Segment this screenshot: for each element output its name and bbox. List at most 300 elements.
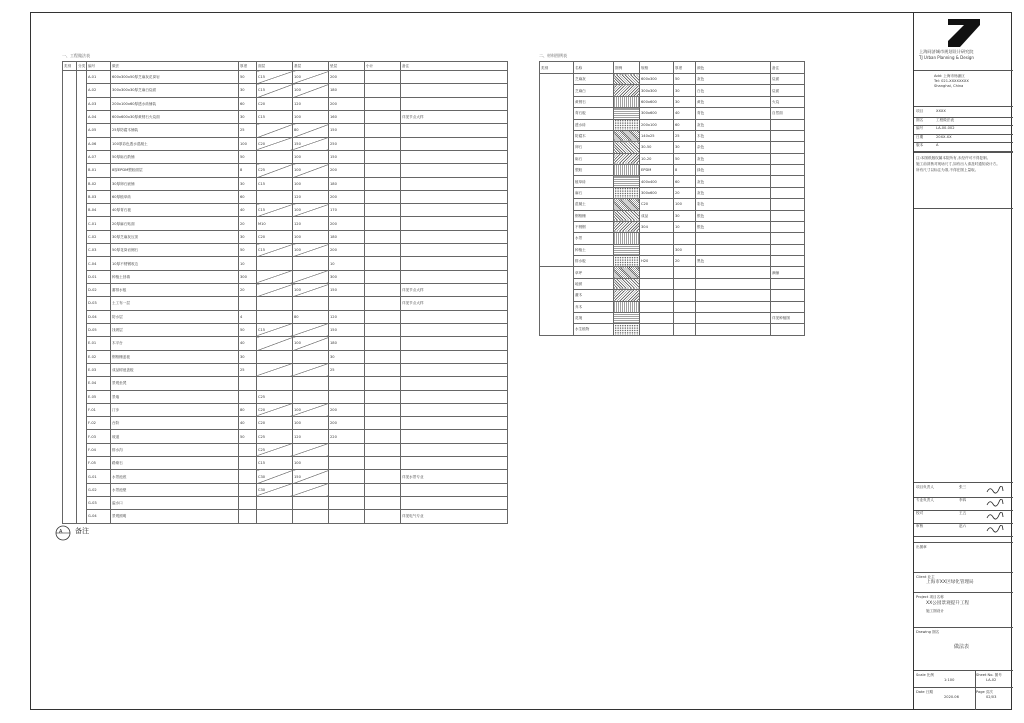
ct-d2: 100	[293, 164, 329, 177]
ct-d1	[257, 270, 293, 283]
lg-thk	[674, 278, 696, 289]
project-name: XX公园景观提升工程	[926, 601, 970, 606]
legend-swatch-icon	[614, 267, 640, 278]
lg-thk	[674, 301, 696, 312]
ct-d1: C25	[257, 430, 293, 443]
table-row	[540, 142, 805, 153]
tb-field-value: 20XX.XX	[936, 134, 952, 139]
lg-note	[771, 301, 805, 312]
ct-desc: 坡道	[111, 430, 239, 443]
signature-name: 李四	[959, 498, 967, 502]
ct-code: A-02	[87, 84, 111, 97]
ct-code: F-01	[87, 403, 111, 416]
ct-note	[401, 150, 508, 163]
ct-d3: 300	[329, 270, 365, 283]
table-row	[63, 204, 508, 217]
lg-name: 混凝土	[574, 199, 614, 210]
ct-d2: 150	[293, 137, 329, 150]
lg-thk: 30	[674, 85, 696, 96]
ct-desc: 600x600x30厚黄锈石火烧面	[111, 110, 239, 123]
tb-field-label: 日期	[916, 134, 924, 139]
ct-d2: 100	[293, 110, 329, 123]
ct-d1: C20	[257, 403, 293, 416]
lg-spec	[640, 267, 674, 278]
table-row	[63, 390, 508, 403]
drawing-label: Drawing 图名	[916, 630, 940, 634]
ct-d3	[329, 390, 365, 403]
table-row	[540, 301, 805, 312]
ct-note	[401, 430, 508, 443]
ct-d3: 200	[329, 417, 365, 430]
ct-thk: 50	[239, 150, 257, 163]
ct-desc: 25厚防腐木铺装	[111, 124, 239, 137]
ct-subcategory-cell	[77, 71, 87, 524]
ct-d2: 80	[293, 310, 329, 323]
ct-d3	[329, 443, 365, 456]
ct-d2: 100	[293, 71, 329, 84]
lg-header: 备注	[771, 62, 805, 74]
lg-name: 水景	[574, 233, 614, 244]
lg-color: 灰色	[696, 187, 771, 198]
ct-d3: 150	[329, 124, 365, 137]
note-mark-text: 备注	[75, 527, 89, 535]
table-row	[63, 457, 508, 470]
ct-d1: C15	[257, 323, 293, 336]
ct-thk: 80	[239, 403, 257, 416]
ct-d2: 100	[293, 177, 329, 190]
ct-d3: 200	[329, 244, 365, 257]
legend-swatch-icon	[614, 210, 640, 221]
address-line-2: Tel: 021-XXXXXXXX	[934, 79, 969, 83]
ct-desc: 50厚花岗岩侧石	[111, 244, 239, 257]
tb-field-label: 编号	[916, 126, 924, 130]
ct-desc: 40厚青石板	[111, 204, 239, 217]
lg-thk: 8	[674, 165, 696, 176]
lg-header: 规格	[640, 62, 674, 74]
lg-color: 银色	[696, 221, 771, 232]
table-row	[63, 110, 508, 123]
lg-note	[771, 210, 805, 221]
lg-color	[696, 290, 771, 301]
ct-note	[401, 390, 508, 403]
ct-desc: 成品树池盖板	[111, 363, 239, 376]
ct-thk: 40	[239, 337, 257, 350]
lg-category-cell	[540, 267, 574, 335]
lg-header: 厚度	[674, 62, 696, 74]
ct-d3: 170	[329, 204, 365, 217]
signature-role: 项目负责人	[916, 485, 934, 489]
ct-note	[401, 377, 508, 390]
note-mark	[55, 522, 105, 548]
lg-thk: 60	[674, 119, 696, 130]
ct-d2	[293, 497, 329, 510]
lg-note	[771, 290, 805, 301]
ct-code: G-04	[87, 510, 111, 523]
table-row	[540, 233, 805, 244]
ct-thk	[239, 443, 257, 456]
ct-code: D-01	[87, 270, 111, 283]
lg-color: 木色	[696, 130, 771, 141]
company-logo-icon	[948, 19, 980, 47]
ct-header: 做法	[111, 62, 239, 71]
lg-thk	[674, 267, 696, 278]
ct-thk: 25	[239, 124, 257, 137]
table-row	[63, 323, 508, 336]
ct-d2: 120	[293, 430, 329, 443]
ct-thk	[239, 390, 257, 403]
ct-desc: 台阶	[111, 417, 239, 430]
lg-thk: 100	[674, 199, 696, 210]
ct-d2	[293, 297, 329, 310]
legend-swatch-icon	[614, 199, 640, 210]
ct-thk: 40	[239, 204, 257, 217]
lg-note	[771, 165, 805, 176]
ct-code: G-02	[87, 483, 111, 496]
lg-note: 满铺	[771, 267, 805, 278]
ct-code: F-03	[87, 430, 111, 443]
ct-d1	[257, 363, 293, 376]
table-row	[540, 290, 805, 301]
lg-color: 白色	[696, 85, 771, 96]
legend-swatch-icon	[614, 278, 640, 289]
signature-scribble-icon	[986, 512, 1004, 520]
ct-code: G-01	[87, 470, 111, 483]
ct-note: 详见电气专业	[401, 510, 508, 523]
company-name-cn: 上海同济城市规划设计研究院	[919, 49, 974, 54]
signature-name: 王五	[959, 511, 967, 515]
table-row	[63, 230, 508, 243]
ct-d2: 100	[293, 417, 329, 430]
ct-code: F-04	[87, 443, 111, 456]
signature-scribble-icon	[986, 499, 1004, 507]
lg-spec: C20	[640, 199, 674, 210]
ct-subtotal	[365, 71, 401, 84]
ct-d3: 180	[329, 177, 365, 190]
ct-desc: 木平台	[111, 337, 239, 350]
lg-name: 青石板	[574, 108, 614, 119]
lg-color: 银色	[696, 210, 771, 221]
legend-swatch-icon	[614, 221, 640, 232]
ct-d3	[329, 483, 365, 496]
ct-d2: 120	[293, 217, 329, 230]
lg-header: 名称	[574, 62, 614, 74]
lg-color	[696, 312, 771, 323]
ct-note	[401, 417, 508, 430]
ct-code: B-04	[87, 204, 111, 217]
ct-d1	[257, 310, 293, 323]
ct-d2: 120	[293, 190, 329, 203]
ct-thk: 60	[239, 97, 257, 110]
lg-name: 透水砖	[574, 119, 614, 130]
ct-subtotal	[365, 284, 401, 297]
ct-d1: C15	[257, 71, 293, 84]
lg-spec	[640, 244, 674, 255]
lg-name: 砾石	[574, 153, 614, 164]
ct-thk: 50	[239, 430, 257, 443]
lg-name: 乔木	[574, 301, 614, 312]
ct-thk	[239, 377, 257, 390]
ct-subtotal	[365, 510, 401, 523]
lg-note	[771, 233, 805, 244]
ct-desc: 溢水口	[111, 497, 239, 510]
lg-name: 防腐木	[574, 130, 614, 141]
ct-d1: C15	[257, 110, 293, 123]
legend-swatch-icon	[614, 85, 640, 96]
lg-spec: 304	[640, 221, 674, 232]
ct-d1: C25	[257, 164, 293, 177]
ct-d2: 100	[293, 204, 329, 217]
ct-code: C-03	[87, 244, 111, 257]
ct-subtotal	[365, 470, 401, 483]
lg-thk: 20	[674, 256, 696, 267]
table-row	[540, 187, 805, 198]
tb-field-label: 项目	[916, 109, 924, 113]
ct-d2	[293, 377, 329, 390]
table-row	[63, 510, 508, 523]
ct-subtotal	[365, 363, 401, 376]
ct-d1	[257, 190, 293, 203]
ct-header: 编号	[87, 62, 111, 71]
ct-note	[401, 363, 508, 376]
lg-note	[771, 176, 805, 187]
lg-spec	[640, 312, 674, 323]
lg-color: 黄色	[696, 96, 771, 107]
ct-d3	[329, 457, 365, 470]
ct-subtotal	[365, 377, 401, 390]
ct-subtotal	[365, 177, 401, 190]
sheet-value: LA-02	[986, 678, 997, 682]
lg-color: 灰色	[696, 74, 771, 85]
ct-code: C-02	[87, 230, 111, 243]
ct-subtotal	[365, 230, 401, 243]
lg-spec	[640, 301, 674, 312]
ct-note	[401, 230, 508, 243]
ct-thk: 10	[239, 257, 257, 270]
ct-subtotal	[365, 204, 401, 217]
lg-name: 草坪	[574, 267, 614, 278]
tb-field-value: LA-00-002	[936, 126, 955, 130]
signature-role: 专业负责人	[916, 498, 934, 502]
lg-thk: 300	[674, 244, 696, 255]
ct-d2	[293, 483, 329, 496]
ct-thk	[239, 497, 257, 510]
lg-spec: 600x300	[640, 74, 674, 85]
ct-d3: 180	[329, 230, 365, 243]
ct-d1: C15	[257, 244, 293, 257]
ct-thk: 4	[239, 310, 257, 323]
ct-subtotal	[365, 417, 401, 430]
lg-color	[696, 278, 771, 289]
ct-subtotal	[365, 297, 401, 310]
ct-subtotal	[365, 137, 401, 150]
ct-code: E-04	[87, 377, 111, 390]
ct-d1: C20	[257, 417, 293, 430]
ct-note	[401, 483, 508, 496]
drawing-name: 做法表	[954, 644, 970, 650]
ct-note	[401, 244, 508, 257]
lg-spec: EPDM	[640, 165, 674, 176]
ct-thk: 100	[239, 137, 257, 150]
ct-code: G-03	[87, 497, 111, 510]
ct-note	[401, 323, 508, 336]
ct-code: F-05	[87, 457, 111, 470]
ct-d3: 150	[329, 150, 365, 163]
ct-desc: 景观照明	[111, 510, 239, 523]
address-line-3: Shanghai, China	[934, 84, 964, 88]
table-row	[63, 84, 508, 97]
legend-swatch-icon	[614, 153, 640, 164]
ct-thk	[239, 457, 257, 470]
table-row	[63, 150, 508, 163]
ct-note	[401, 137, 508, 150]
table-row	[540, 165, 805, 176]
ct-d3: 250	[329, 137, 365, 150]
ct-thk: 30	[239, 177, 257, 190]
ct-subtotal	[365, 244, 401, 257]
ct-code: E-03	[87, 363, 111, 376]
lg-thk	[674, 290, 696, 301]
lg-spec: 300x600	[640, 187, 674, 198]
tb-field-label: 图名	[916, 117, 924, 122]
lg-note	[771, 221, 805, 232]
ct-desc: 8厚EPDM塑胶面层	[111, 164, 239, 177]
ct-desc: 找坡层	[111, 323, 239, 336]
ct-d3	[329, 297, 365, 310]
ct-desc: 100厚彩色透水混凝土	[111, 137, 239, 150]
stamp-label: 出图章	[916, 545, 927, 549]
lg-name: 灌木	[574, 290, 614, 301]
ct-desc: 20厚麻石贴面	[111, 217, 239, 230]
ct-desc: 景墙	[111, 390, 239, 403]
ct-code: A-06	[87, 137, 111, 150]
ct-thk	[239, 483, 257, 496]
table-row	[63, 297, 508, 310]
ct-d3: 10	[329, 257, 365, 270]
ct-category-cell	[63, 71, 77, 524]
lg-name: 植草砖	[574, 176, 614, 187]
signature-scribble-icon	[986, 486, 1004, 494]
table-row	[63, 377, 508, 390]
ct-desc: 路缘石	[111, 457, 239, 470]
lg-note: 烧面	[771, 74, 805, 85]
ct-note	[401, 190, 508, 203]
ct-d3: 120	[329, 310, 365, 323]
table-row	[540, 153, 805, 164]
ct-d1	[257, 510, 293, 523]
table-row	[540, 221, 805, 232]
lg-name: 钢格栅	[574, 210, 614, 221]
table-row	[63, 124, 508, 137]
legend-swatch-icon	[614, 187, 640, 198]
ct-d1	[257, 257, 293, 270]
lg-color	[696, 301, 771, 312]
lg-spec: H20	[640, 256, 674, 267]
table-row	[540, 96, 805, 107]
tb-field-value: A	[936, 143, 939, 147]
table-row	[63, 164, 508, 177]
page-label: Page 页次	[976, 690, 994, 694]
project-label: Project 项目名称	[916, 595, 944, 599]
lg-spec: 10-20	[640, 153, 674, 164]
lg-spec	[640, 324, 674, 335]
legend-swatch-icon	[614, 324, 640, 335]
lg-thk: 30	[674, 210, 696, 221]
ct-desc: 排水沟	[111, 443, 239, 456]
lg-note	[771, 256, 805, 267]
ct-note: 详见节点大样	[401, 110, 508, 123]
ct-d1: C30	[257, 483, 293, 496]
table-row	[540, 130, 805, 141]
lg-note: 自然面	[771, 108, 805, 119]
ct-desc: 种植土回填	[111, 270, 239, 283]
ct-note	[401, 350, 508, 363]
lg-spec: 成品	[640, 210, 674, 221]
sheet-label: Sheet No. 图号	[976, 673, 1002, 677]
note-line-1: 注:本图纸版权属本院所有,未经许可不得复制。	[916, 156, 991, 160]
ct-code: C-01	[87, 217, 111, 230]
ct-d1: C15	[257, 204, 293, 217]
legend-swatch-icon	[614, 256, 640, 267]
lg-spec: 140x25	[640, 130, 674, 141]
ct-thk: 50	[239, 244, 257, 257]
ct-subtotal	[365, 84, 401, 97]
lg-note: 火烧	[771, 96, 805, 107]
table-row	[63, 497, 508, 510]
lg-note	[771, 153, 805, 164]
ct-subtotal	[365, 457, 401, 470]
legend-swatch-icon	[614, 244, 640, 255]
ct-subtotal	[365, 323, 401, 336]
ct-d3: 220	[329, 430, 365, 443]
lg-thk: 20	[674, 187, 696, 198]
table-row	[63, 71, 508, 84]
table-row	[63, 310, 508, 323]
legend-swatch-icon	[614, 119, 640, 130]
tb-field-value: XXXX	[936, 109, 946, 113]
ct-d3: 150	[329, 284, 365, 297]
ct-note	[401, 497, 508, 510]
ct-note	[401, 84, 508, 97]
ct-subtotal	[365, 110, 401, 123]
ct-header: 垫层	[329, 62, 365, 71]
lg-color: 灰色	[696, 119, 771, 130]
lg-thk	[674, 312, 696, 323]
lg-name: 排水板	[574, 256, 614, 267]
ct-note	[401, 310, 508, 323]
ct-note: 详见节点大样	[401, 284, 508, 297]
table-row	[63, 244, 508, 257]
ct-header: 基层	[293, 62, 329, 71]
ct-header: 分类	[77, 62, 87, 71]
lg-thk: 30	[674, 96, 696, 107]
lg-header: 图例	[614, 62, 640, 74]
left-table-caption: 一、工程做法表	[62, 53, 90, 58]
ct-note	[401, 457, 508, 470]
ct-d2	[293, 270, 329, 283]
ct-desc: 10厚不锈钢收边	[111, 257, 239, 270]
table-row	[63, 97, 508, 110]
ct-d1: C15	[257, 457, 293, 470]
ct-thk: 50	[239, 323, 257, 336]
ct-note	[401, 257, 508, 270]
ct-d2: 100	[293, 84, 329, 97]
signature-role: 审核	[916, 524, 924, 528]
ct-d2: 120	[293, 97, 329, 110]
ct-d3: 200	[329, 97, 365, 110]
ct-desc: 防水层	[111, 310, 239, 323]
legend-swatch-icon	[614, 233, 640, 244]
lg-name: 黄锈石	[574, 96, 614, 107]
